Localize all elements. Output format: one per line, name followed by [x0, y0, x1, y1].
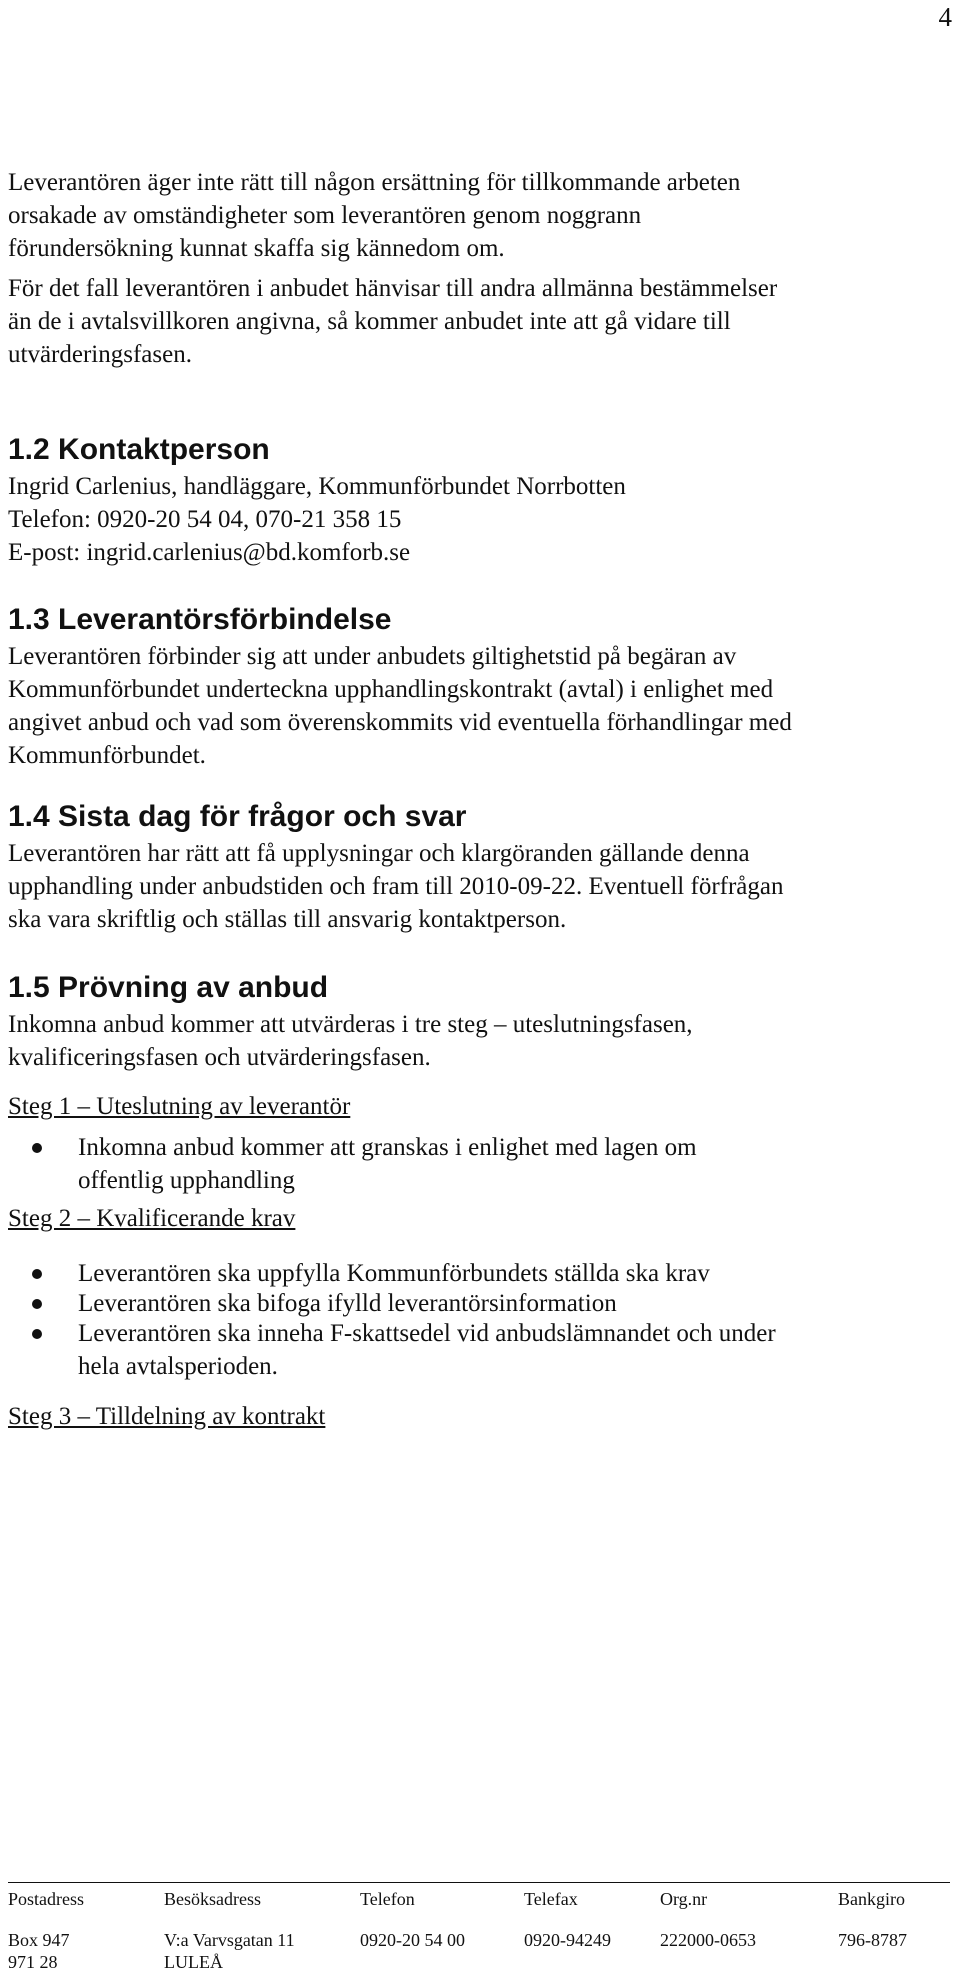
list-item-text: Leverantören ska bifoga ifylld leverantörsinformation	[78, 1290, 617, 1317]
section-heading-1-2: 1.2 Kontaktperson	[8, 433, 270, 466]
step-1-title: Steg 1 – Uteslutning av leverantör	[8, 1093, 351, 1120]
step-2-title: Steg 2 – Kvalificerande krav	[8, 1205, 296, 1232]
section-supplier-commitment	[8, 602, 948, 772]
footer-fax-number: 0920-94249	[524, 1930, 611, 1950]
list-item	[8, 1257, 948, 1290]
section-body-1-4: Leverantören har rätt att få upplysningar och klargöranden gällande denna upphandling under anbudstiden och fram till 2010-09-22. Eventuell förfrågan ska vara skriftlig och ställas till ansvarig kontaktperson.	[8, 840, 784, 933]
footer-row-1	[8, 1929, 958, 1951]
footer-postal-code: 971 28	[8, 1952, 58, 1972]
footer-header-orgnr: Org.nr	[660, 1889, 708, 1909]
section-body-1-3: Leverantören förbinder sig att under anbudets giltighetstid på begäran av Kommunförbundet underteckna upphandlingskontrakt (avtal) i enlighet med angivet anbud och vad som överenskommits vid eventuella förhandlingar med Kommunförbundet.	[8, 643, 792, 769]
footer-empty-cell	[524, 1951, 660, 1973]
footer-postal-box: Box 947	[8, 1930, 70, 1950]
section-heading-1-3: 1.3 Leverantörsförbindelse	[8, 603, 392, 636]
list-item-text: Inkomna anbud kommer att granskas i enlighet med lagen om offentlig upphandling	[78, 1134, 697, 1194]
step-2-block	[8, 1202, 948, 1383]
intro-text-2: För det fall leverantören i anbudet hänvisar till andra allmänna bestämmelser än de i avtalsvillkoren angivna, så kommer anbudet inte att gå vidare till utvärderingsfasen.	[8, 275, 778, 368]
footer-row-2	[8, 1951, 958, 1973]
footer-orgnr-value: 222000-0653	[660, 1930, 756, 1950]
list-item	[8, 1317, 948, 1383]
section-heading-1-4: 1.4 Sista dag för frågor och svar	[8, 800, 467, 833]
contact-email: E-post: ingrid.carlenius@bd.komforb.se	[8, 539, 411, 566]
list-item-text: Leverantören ska inneha F-skattsedel vid anbudslämnandet och under hela avtalsperioden.	[78, 1320, 776, 1380]
intro-paragraph-1	[8, 166, 948, 265]
section-questions-deadline	[8, 799, 948, 936]
intro-text-1: Leverantören äger inte rätt till någon ersättning för tillkommande arbeten orsakade av omständigheter som leverantören genom noggrann förundersökning kunnat skaffa sig kännedom om.	[8, 169, 741, 262]
bullet-icon	[32, 1329, 42, 1339]
bullet-icon	[32, 1143, 42, 1153]
footer-header-row	[8, 1888, 958, 1929]
contact-name: Ingrid Carlenius, handläggare, Kommunförbundet Norrbotten	[8, 473, 626, 500]
footer-empty-cell	[838, 1951, 958, 1973]
bullet-icon	[32, 1269, 42, 1279]
list-item	[8, 1287, 948, 1320]
footer-divider	[8, 1882, 950, 1883]
footer-empty-cell	[660, 1951, 838, 1973]
list-item-text: Leverantören ska uppfylla Kommunförbundets ställda ska krav	[78, 1260, 710, 1287]
footer-header-bankgiro: Bankgiro	[838, 1889, 905, 1909]
step-3-title: Steg 3 – Tilldelning av kontrakt	[8, 1403, 326, 1430]
page-number: 4	[938, 2, 952, 32]
list-item	[8, 1131, 948, 1197]
step-2-list	[8, 1257, 948, 1383]
step-3-block	[8, 1400, 948, 1433]
contact-phone: Telefon: 0920-20 54 04, 070-21 358 15	[8, 506, 402, 533]
footer-visit-city: LULEÅ	[164, 1952, 223, 1972]
section-heading-1-5: 1.5 Prövning av anbud	[8, 971, 329, 1004]
bullet-icon	[32, 1299, 42, 1309]
footer-empty-cell	[360, 1951, 524, 1973]
footer-visit-street: V:a Varvsgatan 11	[164, 1930, 295, 1950]
footer-header-fax: Telefax	[524, 1889, 578, 1909]
footer-bankgiro-value: 796-8787	[838, 1930, 907, 1950]
intro-paragraph-2	[8, 272, 948, 371]
step-1-block	[8, 1090, 948, 1197]
footer-header-postal: Postadress	[8, 1889, 84, 1909]
footer-phone-number: 0920-20 54 00	[360, 1930, 465, 1950]
footer-contact-table	[8, 1888, 958, 1973]
step-1-list	[8, 1131, 948, 1197]
section-body-1-5: Inkomna anbud kommer att utvärderas i tre steg – uteslutningsfasen, kvalificeringsfasen och utvärderingsfasen.	[8, 1011, 693, 1071]
footer-header-visit: Besöksadress	[164, 1889, 261, 1909]
footer-header-phone: Telefon	[360, 1889, 415, 1909]
section-bid-review	[8, 970, 948, 1074]
section-contact-person	[8, 432, 948, 569]
